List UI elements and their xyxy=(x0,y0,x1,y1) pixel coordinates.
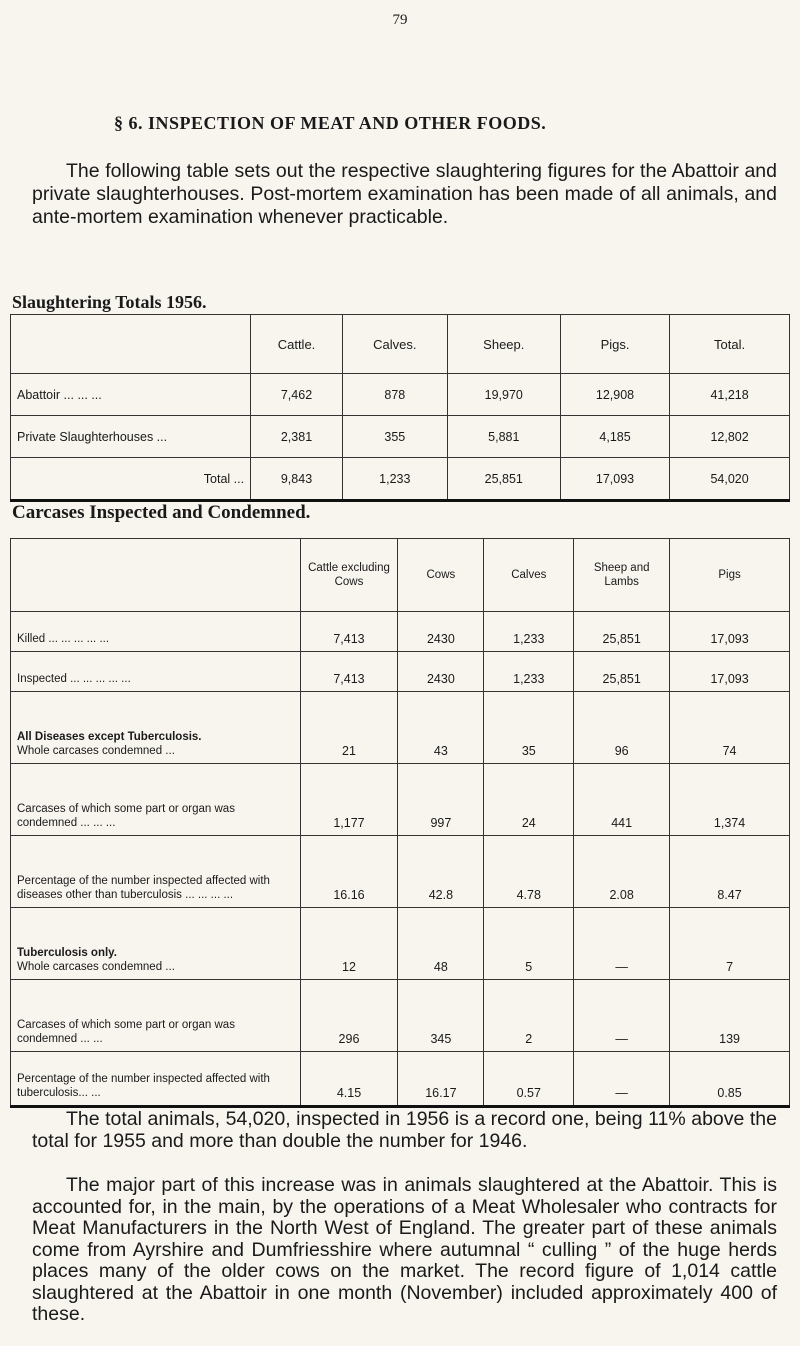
table-cell: 48 xyxy=(398,908,484,980)
row-label xyxy=(11,692,301,764)
group-caption: Tuberculosis only. xyxy=(17,947,117,959)
table-row xyxy=(11,374,790,416)
table-cell: 0.57 xyxy=(484,1052,574,1107)
page-number: 79 xyxy=(392,12,408,28)
table-cell: 21 xyxy=(300,692,398,764)
table-cell: 0.85 xyxy=(670,1052,790,1107)
section-heading: § 6. INSPECTION OF MEAT AND OTHER FOODS. xyxy=(114,113,547,133)
carcases-title: Carcases Inspected and Condemned. xyxy=(12,502,311,523)
table-cell: 1,233 xyxy=(484,652,574,692)
table-cell: 2,381 xyxy=(251,416,343,458)
table-cell: — xyxy=(574,980,670,1052)
table-row xyxy=(11,836,790,908)
carcases-table xyxy=(10,538,790,1108)
table-cell: 7 xyxy=(670,908,790,980)
column-header: Pigs. xyxy=(560,315,669,374)
table-header-row xyxy=(11,539,790,612)
table-cell: 5 xyxy=(484,908,574,980)
table-cell: 1,233 xyxy=(342,458,447,501)
row-label: Carcases of which some part or organ was condemned ... ... xyxy=(11,980,301,1052)
table-cell: 43 xyxy=(398,692,484,764)
table-cell: 12,908 xyxy=(560,374,669,416)
column-header: Cattle. xyxy=(251,315,343,374)
table-cell: 2 xyxy=(484,980,574,1052)
intro-paragraph: The following table sets out the respective slaughtering figures for the Abattoir and private slaughterhouses. Post-mortem examination has been made of all animals, and ante-mortem examination whenever practicable. xyxy=(32,160,777,228)
table-cell: — xyxy=(574,1052,670,1107)
column-header: Cattle excluding Cows xyxy=(300,539,398,612)
row-label: Inspected ... ... ... ... ... xyxy=(11,652,301,692)
table-row xyxy=(11,980,790,1052)
column-header: Sheep. xyxy=(447,315,560,374)
table-cell: 345 xyxy=(398,980,484,1052)
table-row xyxy=(11,908,790,980)
table-cell: 25,851 xyxy=(447,458,560,501)
table-cell: 139 xyxy=(670,980,790,1052)
row-label: Total ... xyxy=(11,458,251,501)
column-header: Sheep and Lambs xyxy=(574,539,670,612)
table-row xyxy=(11,764,790,836)
row-label: Percentage of the number inspected affected with diseases other than tuberculosis ... ... ... ... xyxy=(11,836,301,908)
table-row xyxy=(11,652,790,692)
row-label: Abattoir ... ... ... xyxy=(11,374,251,416)
table-cell: 7,462 xyxy=(251,374,343,416)
table-cell: 997 xyxy=(398,764,484,836)
table-cell: 4,185 xyxy=(560,416,669,458)
table-row xyxy=(11,612,790,652)
row-label-text: Whole carcases condemned ... xyxy=(17,745,175,757)
total-row xyxy=(11,458,790,501)
table-cell: 12,802 xyxy=(670,416,790,458)
table-cell: 1,233 xyxy=(484,612,574,652)
column-header: Cows xyxy=(398,539,484,612)
table-cell: 296 xyxy=(300,980,398,1052)
table-row xyxy=(11,1052,790,1107)
table-row xyxy=(11,692,790,764)
row-label: Percentage of the number inspected affected with tuberculosis... ... xyxy=(11,1052,301,1107)
row-label: Killed ... ... ... ... ... xyxy=(11,612,301,652)
row-label: Carcases of which some part or organ was condemned ... ... ... xyxy=(11,764,301,836)
slaughtering-table xyxy=(10,314,790,502)
row-label: Private Slaughterhouses ... xyxy=(11,416,251,458)
table-cell: 96 xyxy=(574,692,670,764)
table-cell: 878 xyxy=(342,374,447,416)
table-cell: 1,177 xyxy=(300,764,398,836)
table-cell: 4.78 xyxy=(484,836,574,908)
table-cell: 2.08 xyxy=(574,836,670,908)
table-cell: 25,851 xyxy=(574,652,670,692)
table-row xyxy=(11,416,790,458)
table-cell: 7,413 xyxy=(300,612,398,652)
table-cell: 24 xyxy=(484,764,574,836)
table-cell: 17,093 xyxy=(560,458,669,501)
row-label xyxy=(11,908,301,980)
column-header: Pigs xyxy=(670,539,790,612)
table-cell: 16.16 xyxy=(300,836,398,908)
table-cell: 25,851 xyxy=(574,612,670,652)
group-caption: All Diseases except Tuberculosis. xyxy=(17,731,202,743)
table-cell: 5,881 xyxy=(447,416,560,458)
table-cell: 41,218 xyxy=(670,374,790,416)
table-cell: 74 xyxy=(670,692,790,764)
corner-cell xyxy=(11,315,251,374)
column-header: Total. xyxy=(670,315,790,374)
table-cell: 12 xyxy=(300,908,398,980)
summary-paragraph: The total animals, 54,020, inspected in 1956 is a record one, being 11% above the total for 1955 and more than double the number for 1946. xyxy=(32,1108,777,1152)
table-cell: 42.8 xyxy=(398,836,484,908)
table-cell: 35 xyxy=(484,692,574,764)
table-cell: 17,093 xyxy=(670,652,790,692)
table-cell: — xyxy=(574,908,670,980)
table-cell: 7,413 xyxy=(300,652,398,692)
table-cell: 1,374 xyxy=(670,764,790,836)
corner-cell xyxy=(11,539,301,612)
table-cell: 17,093 xyxy=(670,612,790,652)
column-header: Calves. xyxy=(342,315,447,374)
table-cell: 2430 xyxy=(398,652,484,692)
table-cell: 16.17 xyxy=(398,1052,484,1107)
table-cell: 54,020 xyxy=(670,458,790,501)
table-cell: 4.15 xyxy=(300,1052,398,1107)
table-header-row xyxy=(11,315,790,374)
column-header: Calves xyxy=(484,539,574,612)
table-cell: 19,970 xyxy=(447,374,560,416)
table-cell: 2430 xyxy=(398,612,484,652)
table-cell: 9,843 xyxy=(251,458,343,501)
table-cell: 441 xyxy=(574,764,670,836)
slaughtering-title: Slaughtering Totals 1956. xyxy=(12,292,207,312)
table-cell: 8.47 xyxy=(670,836,790,908)
explanation-paragraph: The major part of this increase was in animals slaughtered at the Abattoir. This is accounted for, in the main, by the operations of a Meat Wholesaler who contracts for Meat Manufacturers in the North West of England. The greater part of these animals come from Ayrshire and Dumfriesshire where autumnal “ culling ” of the huge herds places many of the older cows on the market. The record figure of 1,014 cattle slaughtered at the Abattoir in one month (November) included approximately 400 of these. xyxy=(32,1174,777,1325)
table-cell: 355 xyxy=(342,416,447,458)
row-label-text: Whole carcases condemned ... xyxy=(17,961,175,973)
